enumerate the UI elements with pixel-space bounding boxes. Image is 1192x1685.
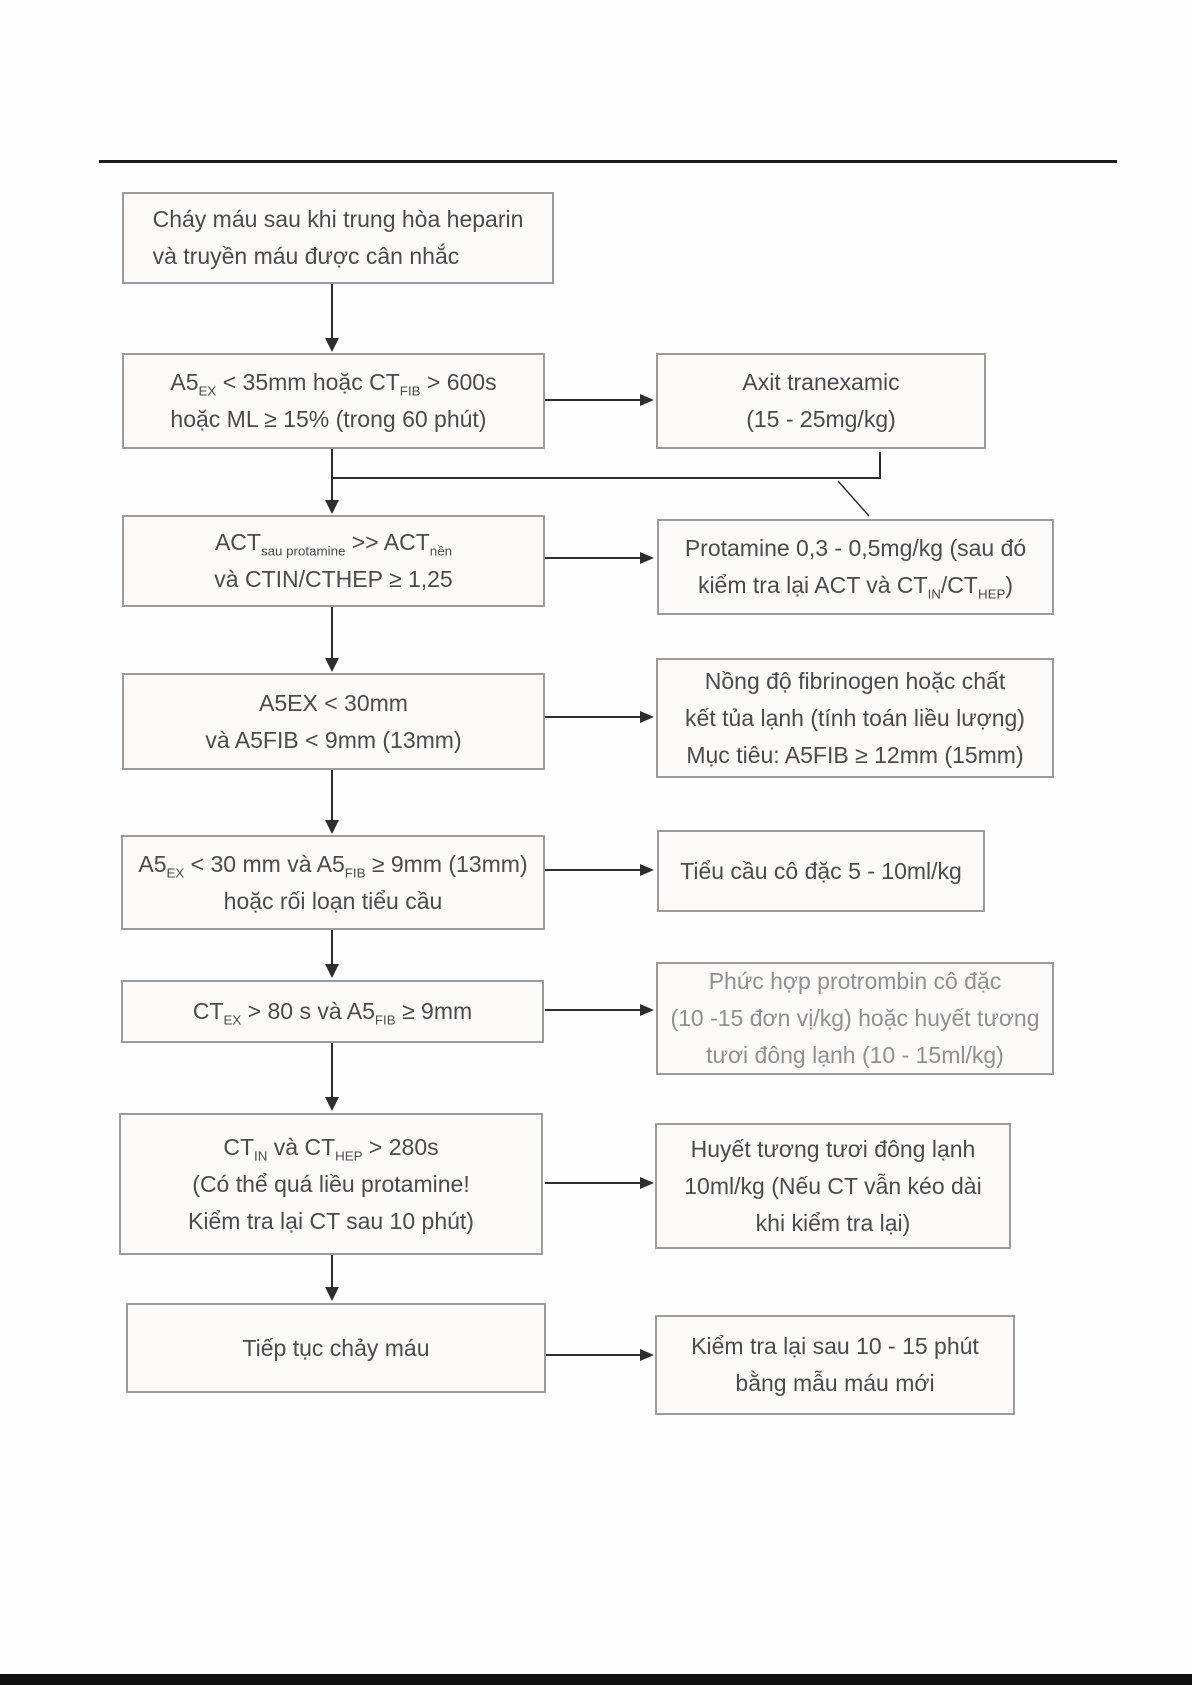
box-line: Huyết tương tươi đông lạnh bbox=[690, 1135, 976, 1162]
box-line: (Có thể quá liều protamine! bbox=[192, 1170, 470, 1197]
box-fibrinogen-concentrate bbox=[656, 658, 1054, 778]
box-line: Tiếp tục chảy máu bbox=[242, 1334, 430, 1361]
arrowhead-right-7 bbox=[640, 1349, 654, 1361]
box-line: kết tủa lạnh (tính toán liều lượng) bbox=[685, 704, 1025, 731]
box-tranexamic-acid bbox=[656, 353, 986, 449]
box-prothrombin-complex-concentrate bbox=[656, 962, 1054, 1075]
box-line: Cháy máu sau khi trung hòa heparin bbox=[152, 206, 524, 232]
box-protamine bbox=[657, 519, 1054, 615]
box-line: và A5FIB < 9mm (13mm) bbox=[205, 726, 462, 753]
box-bleeding-after-heparin-neutralization bbox=[122, 192, 554, 284]
box-line: Kiểm tra lại sau 10 - 15 phút bbox=[691, 1333, 979, 1359]
arrowhead-down-6 bbox=[325, 1097, 339, 1111]
box-line: $ACT_{sau protamine} >> ACT_{nền}$ bbox=[214, 529, 453, 559]
box-line: Phức hợp protrombin cô đặc bbox=[708, 968, 1002, 994]
box-line: bằng mẫu máu mới bbox=[735, 1370, 935, 1396]
box-line: khi kiểm tra lại) bbox=[755, 1209, 911, 1236]
box-line: Mục tiêu: A5FIB ≥ 12mm (15mm) bbox=[686, 741, 1024, 768]
box-line: A5EX < 30mm bbox=[259, 689, 408, 716]
arrowhead-right-1 bbox=[640, 394, 654, 406]
merge-connector bbox=[332, 449, 880, 478]
box-line: Axit tranexamic bbox=[742, 369, 900, 395]
box-line: (15 - 25mg/kg) bbox=[746, 406, 896, 432]
box-line: tươi đông lạnh (10 - 15ml/kg) bbox=[706, 1042, 1004, 1068]
box-line: $CT_{IN}$ và $CT_{HEP} > 280s$ bbox=[223, 1133, 439, 1164]
arrowhead-right-2 bbox=[640, 552, 654, 564]
box-line: Nồng độ fibrinogen hoặc chất bbox=[704, 667, 1006, 694]
box-line: Protamine 0,3 - 0,5mg/kg (sau đó bbox=[684, 535, 1027, 561]
box-line: hoặc ML ≥ 15% (trong 60 phút) bbox=[170, 406, 487, 432]
box-a5ex-lt-35mm-or-ctfib-gt-600s bbox=[122, 353, 545, 449]
arrowhead-down-4 bbox=[325, 820, 339, 834]
box-continued-bleeding bbox=[126, 1303, 546, 1393]
arrowhead-down-1 bbox=[325, 338, 339, 352]
arrowhead-right-3 bbox=[640, 711, 654, 723]
box-a5ex-lt-30mm-a5fib-lt-9mm bbox=[122, 673, 545, 770]
arrowhead-right-4 bbox=[640, 864, 654, 876]
box-a5ex-lt-30mm-a5fib-ge-9mm bbox=[121, 835, 545, 930]
box-line: $CT_{EX} > 80$ s và $A5_{FIB} \ge 9mm$ bbox=[192, 998, 473, 1028]
box-recheck-new-sample bbox=[655, 1315, 1015, 1415]
arrowhead-right-6 bbox=[640, 1177, 654, 1189]
box-line: kiểm tra lại ACT và $CT_{IN}/CT_{HEP}$) bbox=[697, 572, 1014, 602]
top-horizontal-rule bbox=[99, 160, 1117, 163]
box-line: hoặc rối loạn tiểu cầu bbox=[223, 887, 443, 914]
bottom-scan-bar bbox=[0, 1674, 1192, 1685]
box-platelet-concentrate bbox=[657, 830, 985, 912]
arrowhead-down-2 bbox=[325, 500, 339, 514]
box-line: và CTIN/CTHEP ≥ 1,25 bbox=[214, 566, 453, 592]
box-line: Tiểu cầu cô đặc 5 - 10ml/kg bbox=[680, 857, 962, 884]
box-line: Kiểm tra lại CT sau 10 phút) bbox=[188, 1207, 474, 1234]
box-line: (10 -15 đơn vị/kg) hoặc huyết tương bbox=[670, 1005, 1040, 1031]
arrowhead-down-3 bbox=[325, 658, 339, 672]
box-fresh-frozen-plasma bbox=[655, 1123, 1011, 1249]
box-ctin-cthep-gt-280s bbox=[119, 1113, 543, 1255]
diagonal-connector-to-protamine bbox=[838, 481, 869, 516]
box-line: 10ml/kg (Nếu CT vẫn kéo dài bbox=[684, 1172, 982, 1199]
box-line: $A5_{EX} < 35mm$ hoặc $CT_{FIB} > 600s$ bbox=[170, 369, 497, 399]
arrowhead-right-5 bbox=[640, 1004, 654, 1016]
arrowhead-down-5 bbox=[325, 964, 339, 978]
box-act-post-protamine bbox=[122, 515, 545, 607]
box-line: và truyền máu được cân nhắc bbox=[152, 243, 460, 269]
box-ctex-gt-80s bbox=[121, 980, 544, 1043]
box-line: $A5_{EX} < 30$ mm và $A5_{FIB} \ge 9mm$ (13mm) bbox=[138, 850, 528, 881]
arrowhead-down-7 bbox=[325, 1287, 339, 1301]
